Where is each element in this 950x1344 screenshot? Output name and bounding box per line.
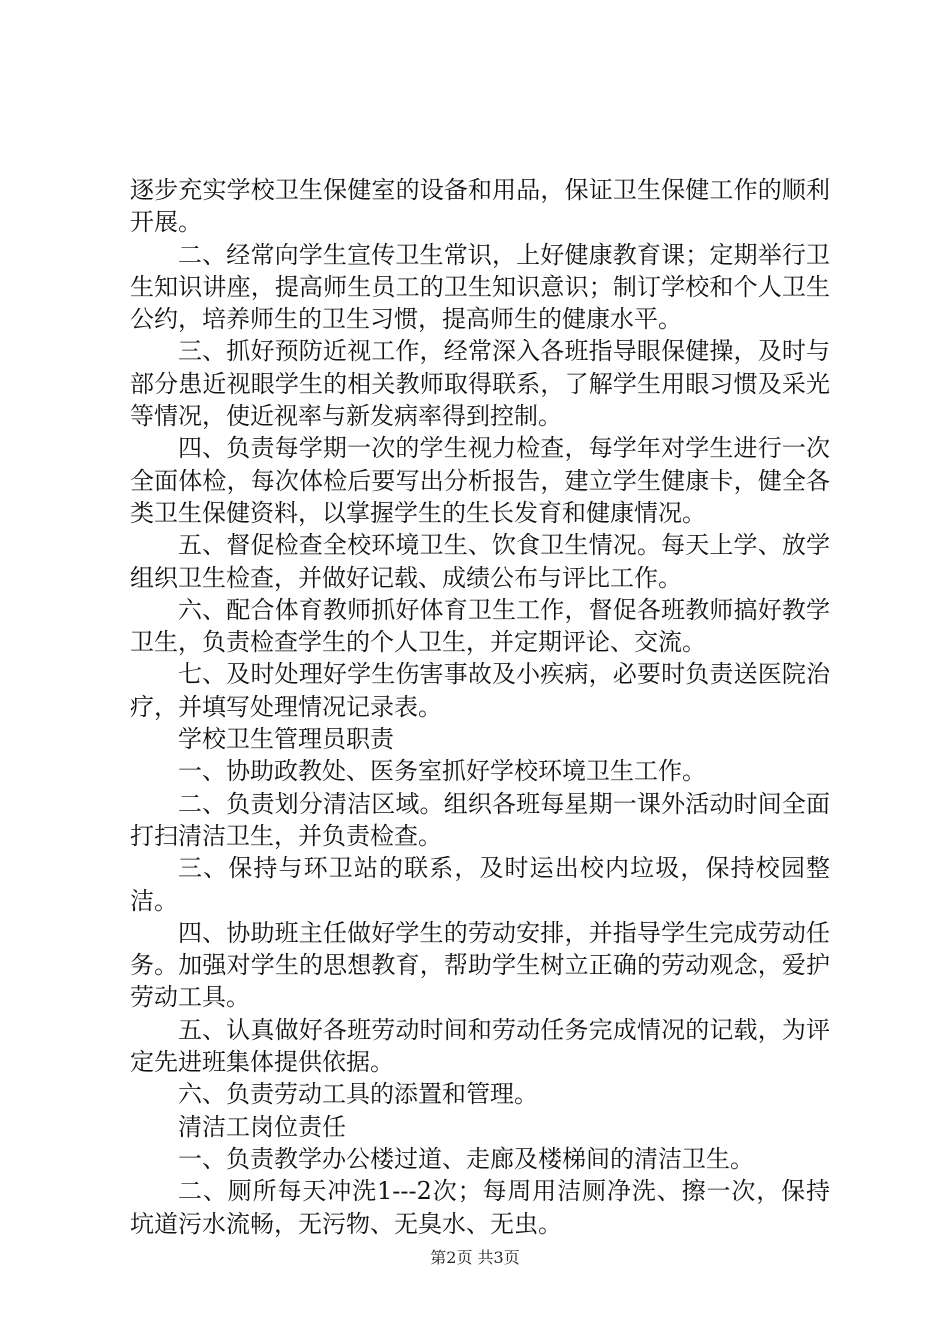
document-paragraph: 四、协助班主任做好学生的劳动安排，并指导学生完成劳动任务。加强对学生的思想教育，帮助学生树立正确的劳动观念，爱护劳动工具。 <box>130 918 830 1012</box>
document-paragraph: 六、配合体育教师抓好体育卫生工作，督促各班教师搞好教学卫生，负责检查学生的个人卫生，并定期评论、交流。 <box>130 595 830 657</box>
document-paragraph: 五、认真做好各班劳动时间和劳动任务完成情况的记载，为评定先进班集体提供依据。 <box>130 1015 830 1077</box>
document-paragraph: 学校卫生管理员职责 <box>178 725 394 754</box>
document-paragraph: 六、负责劳动工具的添置和管理。 <box>178 1080 538 1109</box>
document-paragraph: 一、负责教学办公楼过道、走廊及楼梯间的清洁卫生。 <box>178 1144 754 1173</box>
document-body <box>130 174 830 1240</box>
document-paragraph: 二、负责划分清洁区域。组织各班每星期一课外活动时间全面打扫清洁卫生，并负责检查。 <box>130 789 830 850</box>
document-paragraph: 四、负责每学期一次的学生视力检查，每学年对学生进行一次全面体检，每次体检后要写出分析报告，建立学生健康卡，健全各类卫生保健资料，以掌握学生的生长发育和健康情况。 <box>130 434 830 527</box>
document-paragraph: 清洁工岗位责任 <box>178 1112 346 1141</box>
document-paragraph: 二、厕所每天冲洗1---2次；每周用洁厕净洗、擦一次，保持坑道污水流畅，无污物、无臭水、无虫。 <box>130 1177 830 1238</box>
document-paragraph: 一、协助政教处、医务室抓好学校环境卫生工作。 <box>178 757 706 786</box>
document-paragraph: 二、经常向学生宣传卫生常识，上好健康教育课；定期举行卫生知识讲座，提高师生员工的卫生知识意识；制订学校和个人卫生公约，培养师生的卫生习惯，提高师生的健康水平。 <box>130 240 830 334</box>
page-footer: 第2页 共3页 <box>430 1248 520 1267</box>
document-paragraph: 三、抓好预防近视工作，经常深入各班指导眼保健操，及时与部分患近视眼学生的相关教师取得联系，了解学生用眼习惯及采光等情况，使近视率与新发病率得到控制。 <box>130 337 830 431</box>
document-paragraph: 五、督促检查全校环境卫生、饮食卫生情况。每天上学、放学组织卫生检查，并做好记载、成绩公布与评比工作。 <box>130 531 830 592</box>
document-paragraph: 逐步充实学校卫生保健室的设备和用品，保证卫生保健工作的顺利开展。 <box>130 176 830 237</box>
document-paragraph: 七、及时处理好学生伤害事故及小疾病，必要时负责送医院治疗，并填写处理情况记录表。 <box>130 660 830 721</box>
document-paragraph: 三、保持与环卫站的联系，及时运出校内垃圾，保持校园整洁。 <box>130 854 830 915</box>
